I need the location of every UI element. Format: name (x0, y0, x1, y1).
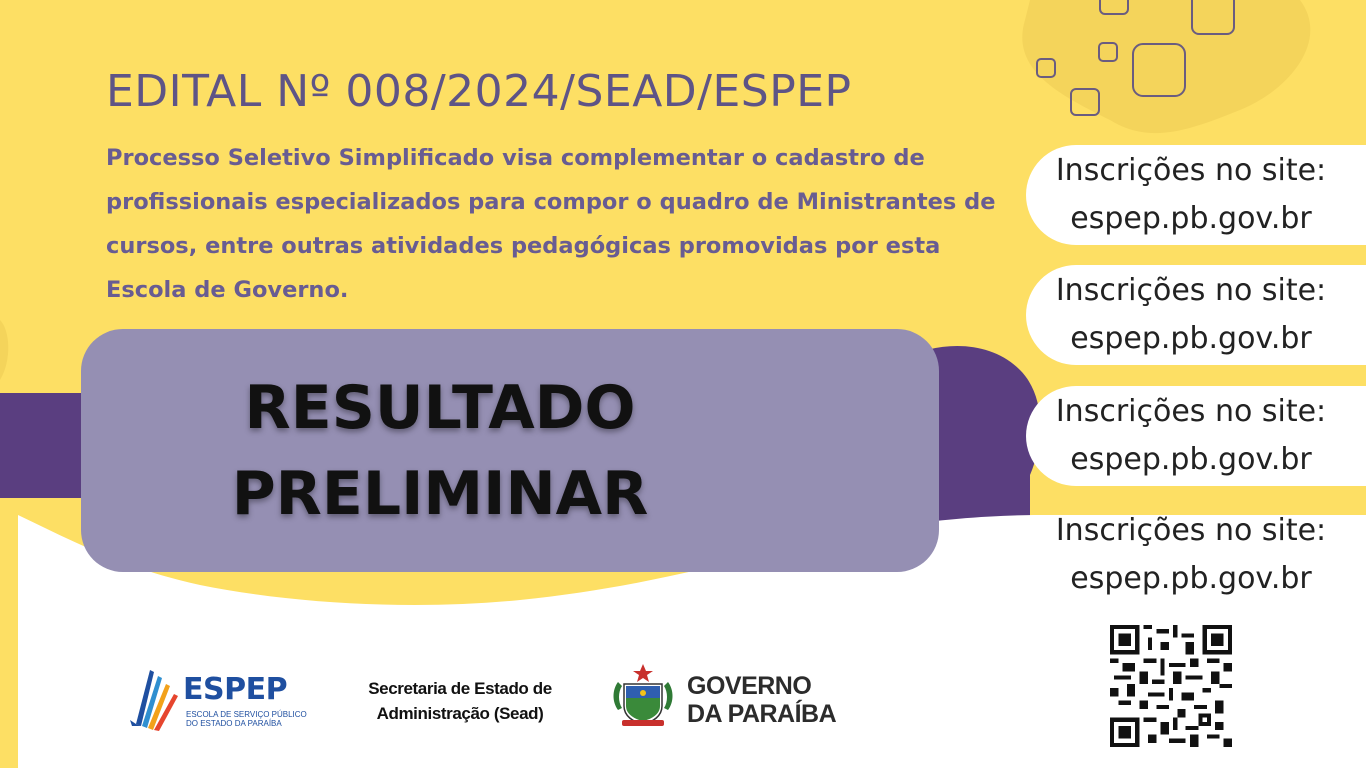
registration-label: Inscrições no site: (1055, 273, 1327, 308)
paraiba-coat-of-arms-icon (610, 662, 676, 732)
sead-line-2: Administração (Sead) (376, 704, 544, 723)
left-edge-curve (0, 320, 8, 380)
registration-card-3 (1026, 386, 1366, 486)
purple-band (0, 393, 90, 498)
registration-site[interactable]: espep.pb.gov.br (1070, 561, 1312, 596)
sead-label (350, 676, 570, 726)
registration-site[interactable]: espep.pb.gov.br (1070, 442, 1312, 477)
registration-label: Inscrições no site: (1055, 394, 1327, 429)
espep-book-icon (128, 668, 184, 732)
registration-card-4 (1026, 505, 1366, 605)
description: Processo Seletivo Simplificado visa complementar o cadastro de profissionais especializados para compor o quadro de Ministrantes de cursos, entre outras atividades pedagógicas promovidas por esta Escola de Governo. (106, 145, 996, 303)
decorative-blob (1022, 0, 1310, 133)
registration-site[interactable]: espep.pb.gov.br (1070, 201, 1312, 236)
registration-label: Inscrições no site: (1055, 513, 1327, 548)
result-line-2: PRELIMINAR (231, 458, 649, 529)
sead-line-1: Secretaria de Estado de (368, 679, 552, 698)
governo-line-1: GOVERNO (687, 672, 812, 700)
governo-paraiba-logo (610, 662, 840, 732)
governo-line-2: DA PARAÍBA (687, 700, 837, 728)
result-line-1: RESULTADO (244, 372, 636, 443)
espep-logo (128, 668, 308, 732)
page-title: EDITAL Nº 008/2024/SEAD/ESPEP (106, 66, 852, 117)
registration-site[interactable]: espep.pb.gov.br (1070, 321, 1312, 356)
qr-code[interactable] (1110, 625, 1232, 747)
result-banner (81, 329, 939, 572)
espep-subtitle: ESCOLA DE SERVIÇO PÚBLICO DO ESTADO DA PARAÍBA (186, 710, 307, 728)
registration-card-1 (1026, 145, 1366, 245)
espep-name: ESPEP (183, 672, 288, 707)
registration-card-2 (1026, 265, 1366, 365)
registration-label: Inscrições no site: (1055, 153, 1327, 188)
governo-name (687, 672, 836, 728)
